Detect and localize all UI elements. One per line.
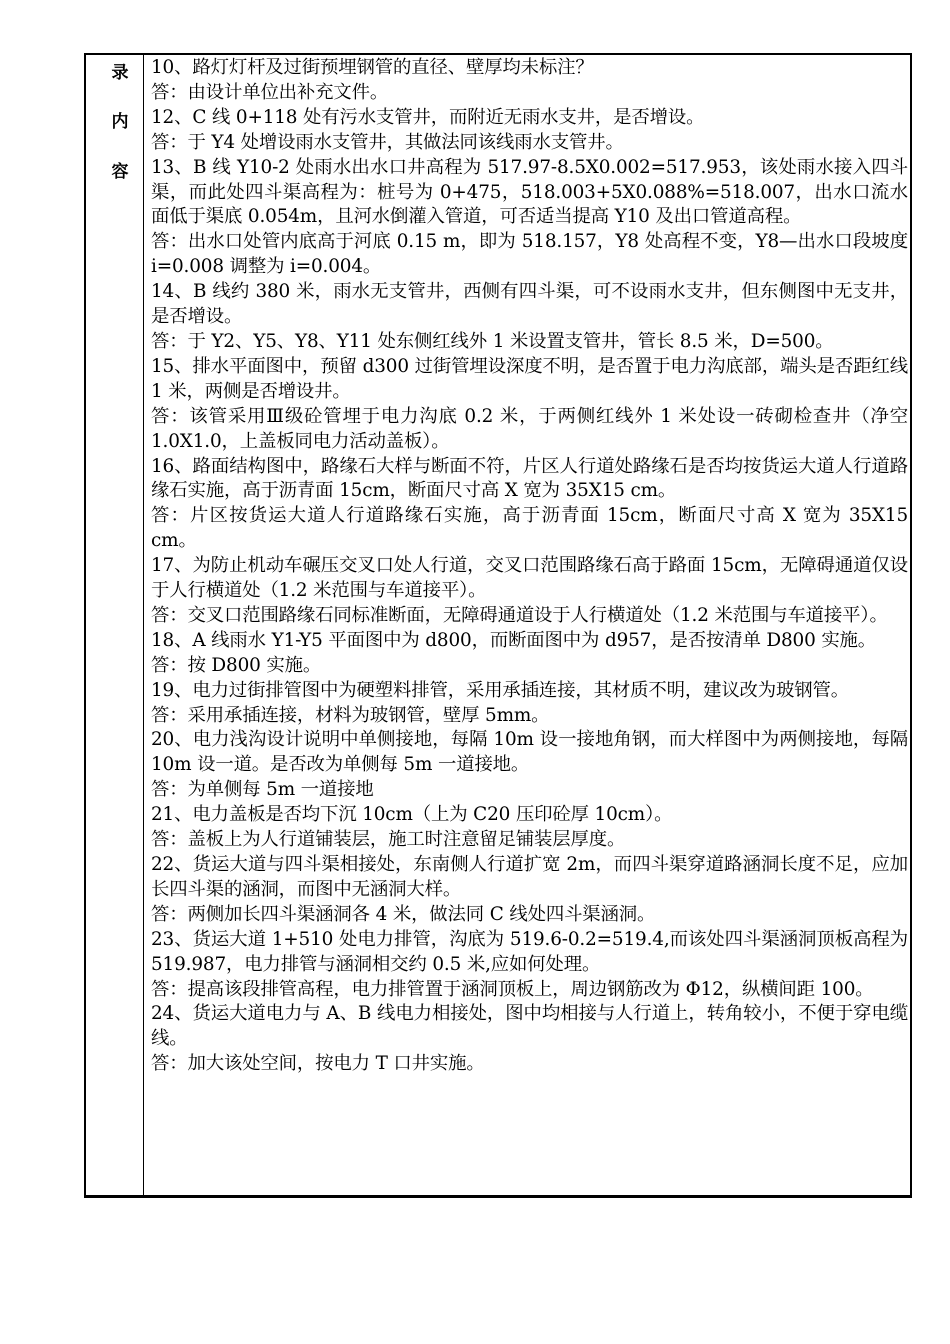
question-13: 13、B 线 Y10-2 处雨水出水口井高程为 517.97-8.5X0.002=517.953，该处雨水接入四斗渠，而此处四斗渠高程为：桩号为 0+475，518.003+5X0.088%=518.007，出水口流水面低于渠底 0.054m，且河水倒灌入管道，可否适当提高 Y10 及出口管道高程。 bbox=[151, 156, 908, 228]
answer-23: 答：提高该段排管高程，电力排管置于涵洞顶板上，周边钢筋改为 Φ12，纵横间距 100。 bbox=[151, 978, 874, 1000]
column-divider bbox=[143, 53, 144, 1198]
answer-13: 答：出水口处管内底高于河底 0.15 m，即为 518.157，Y8 处高程不变，Y8—出水口段坡度 i=0.008 调整为 i=0.004。 bbox=[151, 231, 908, 278]
question-18: 18、A 线雨水 Y1-Y5 平面图中为 d800，而断面图中为 d957，是否按清单 D800 实施。 bbox=[151, 629, 877, 651]
answer-16: 答：片区按货运大道人行道路缘石实施，高于沥青面 15cm，断面尺寸高 X 宽为 35X15 cm。 bbox=[151, 505, 908, 552]
question-17: 17、为防止机动车碾压交叉口处人行道，交叉口范围路缘石高于路面 15cm，无障碍通道仅设于人行横道处（1.2 米范围与车道接平）。 bbox=[151, 555, 908, 602]
answer-15: 答：该管采用Ⅲ级砼管埋于电力沟底 0.2 米，于两侧红线外 1 米处设一砖砌检查井（净空 1.0X1.0，上盖板同电力活动盖板）。 bbox=[151, 405, 908, 452]
answer-10: 答：由设计单位出补充文件。 bbox=[151, 81, 389, 103]
question-12: 12、C 线 0+118 处有污水支管井，而附近无雨水支井，是否增设。 bbox=[151, 106, 705, 128]
answer-21: 答：盖板上为人行道铺装层，施工时注意留足铺装层厚度。 bbox=[151, 829, 626, 851]
question-20: 20、电力浅沟设计说明中单侧接地，每隔 10m 设一接地角钢，而大样图中为两侧接地，每隔 10m 设一道。是否改为单侧每 5m 一道接地。 bbox=[151, 729, 908, 776]
answer-18: 答：按 D800 实施。 bbox=[151, 654, 322, 676]
answer-24: 答：加大该处空间，按电力 T 口井实施。 bbox=[151, 1053, 485, 1075]
record-content bbox=[151, 56, 908, 1077]
left-label-char-2: 内 bbox=[111, 112, 129, 132]
question-24: 24、货运大道电力与 A、B 线电力相接处，图中均相接与人行道上，转角较小，不便于穿电缆线。 bbox=[151, 1003, 908, 1050]
left-label-char-3: 容 bbox=[111, 162, 129, 182]
question-15: 15、排水平面图中，预留 d300 过街管埋设深度不明，是否置于电力沟底部，端头是否距红线 1 米，两侧是否增设井。 bbox=[151, 355, 908, 402]
question-16: 16、路面结构图中，路缘石大样与断面不符，片区人行道处路缘石是否均按货运大道人行道路缘石实施，高于沥青面 15cm，断面尺寸高 X 宽为 35X15 cm。 bbox=[151, 455, 908, 502]
answer-17: 答：交叉口范围路缘石同标准断面，无障碍通道设于人行横道处（1.2 米范围与车道接平）。 bbox=[151, 604, 888, 626]
question-14: 14、B 线约 380 米，雨水无支管井，西侧有四斗渠，可不设雨水支井，但东侧图中无支井，是否增设。 bbox=[151, 281, 908, 328]
question-23: 23、货运大道 1+510 处电力排管，沟底为 519.6-0.2=519.4,而该处四斗渠涵洞顶板高程为 519.987，电力排管与涵洞相交约 0.5 米,应如何处理。 bbox=[151, 928, 908, 975]
question-22: 22、货运大道与四斗渠相接处，东南侧人行道扩宽 2m，而四斗渠穿道路涵洞长度不足，应加长四斗渠的涵洞，而图中无涵洞大样。 bbox=[151, 854, 908, 900]
answer-19: 答：采用承插连接，材料为玻钢管，壁厚 5mm。 bbox=[151, 704, 550, 726]
answer-14: 答：于 Y2、Y5、Y8、Y11 处东侧红线外 1 米设置支管井，管长 8.5 米，D=500。 bbox=[151, 330, 834, 352]
question-19: 19、电力过街排管图中为硬塑料排管，采用承插连接，其材质不明，建议改为玻钢管。 bbox=[151, 679, 850, 701]
left-label-char-1: 录 bbox=[111, 63, 129, 83]
question-10: 10、路灯灯杆及过街预埋钢管的直径、壁厚均未标注？ bbox=[151, 57, 594, 78]
question-21: 21、电力盖板是否均下沉 10cm（上为 C20 压印砼厚 10cm）。 bbox=[151, 804, 673, 826]
answer-20: 答：为单侧每 5m 一道接地 bbox=[151, 779, 374, 801]
answer-22: 答：两侧加长四斗渠涵洞各 4 米，做法同 C 线处四斗渠涵洞。 bbox=[151, 903, 656, 925]
answer-12: 答：于 Y4 处增设雨水支管井，其做法同该线雨水支管井。 bbox=[151, 131, 624, 153]
